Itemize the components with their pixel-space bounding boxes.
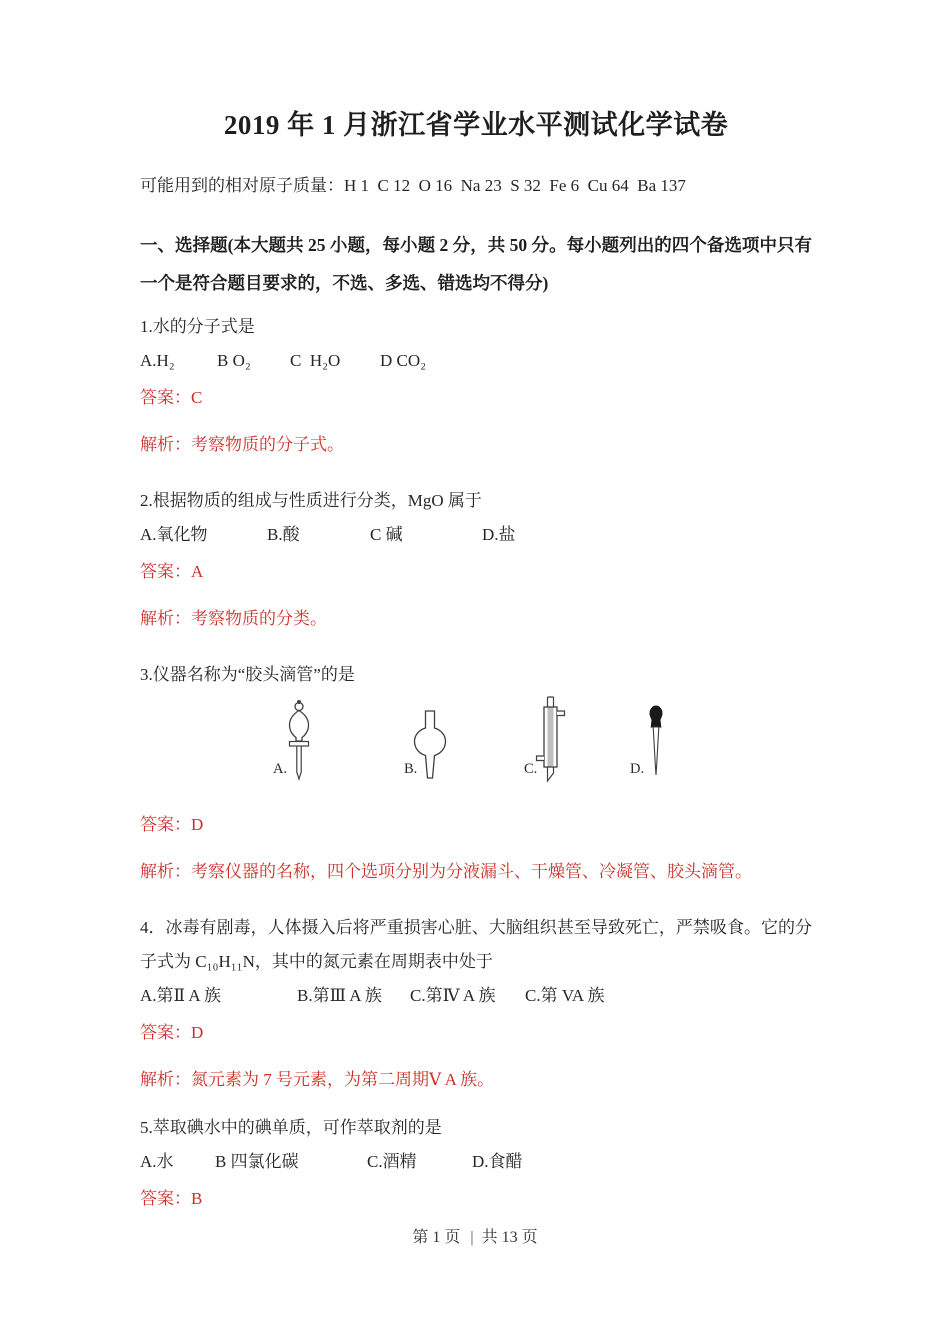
analysis-line: 解析：氮元素为 7 号元素，为第二周期Ⅴ A 族。 <box>140 1070 495 1089</box>
footer-page-indicator: 第 1 页 <box>412 1229 461 1246</box>
page-title: 2019 年 1 月浙江省学业水平测试化学试卷 <box>223 110 729 140</box>
answer-label: 答案： <box>140 388 191 407</box>
question-3 <box>140 658 812 889</box>
question-4 <box>140 911 812 1097</box>
figure-option-d-dropper <box>626 694 686 794</box>
question-options <box>140 979 812 1013</box>
option-a: A.H₂ <box>140 351 175 370</box>
question-options <box>140 1145 812 1179</box>
analysis-line: 解析：考察物质的分子式。 <box>140 435 344 454</box>
rubber-tipped-dropper-icon <box>644 705 668 779</box>
answer-line <box>140 381 812 415</box>
question-options <box>140 518 812 552</box>
answer-label: 答案： <box>140 1023 191 1042</box>
answer-value: D <box>191 815 204 834</box>
option-b: B.第Ⅲ A 族 <box>297 986 382 1005</box>
question-stem: 4．冰毒有剧毒，人体摄入后将严重损害心脏、大脑组织甚至导致死亡，严禁吸食。它的分子式为 C₁₀H₁₁N，其中的氮元素在周期表中处于 <box>140 918 812 971</box>
question-2 <box>140 484 812 636</box>
section-heading: 一、选择题(本大题共 25 小题，每小题 2 分，共 50 分。每小题列出的四个备选项中只有一个是符合题目要求的，不选、多选、错选均不得分) <box>140 235 812 293</box>
answer-line <box>140 1016 812 1050</box>
option-a: A.氧化物 <box>140 525 208 544</box>
option-c: C.第Ⅳ A 族 <box>410 986 496 1005</box>
option-c: C.酒精 <box>367 1152 417 1171</box>
answer-label: 答案： <box>140 562 191 581</box>
question-stem: 5.萃取碘水中的碘单质，可作萃取剂的是 <box>140 1118 442 1137</box>
document-content <box>140 0 812 1216</box>
footer-total-pages: 共 13 页 <box>481 1229 538 1246</box>
figure-option-a-separating-funnel <box>269 694 329 794</box>
answer-line <box>140 555 812 589</box>
answer-value: A <box>191 562 204 581</box>
option-b: B 四氯化碳 <box>215 1152 299 1171</box>
answer-line <box>140 808 812 842</box>
question-stem: 3.仪器名称为“胶头滴管”的是 <box>140 665 355 684</box>
condenser-icon <box>532 695 568 783</box>
question-stem: 1.水的分子式是 <box>140 317 255 336</box>
figure-label-d: D. <box>630 761 645 777</box>
figure-label-b: B. <box>404 761 418 777</box>
option-a: A.第Ⅱ A 族 <box>140 986 221 1005</box>
option-d: C.第 VA 族 <box>525 986 605 1005</box>
footer-separator: | <box>470 1229 474 1246</box>
option-d: D.盐 <box>482 525 516 544</box>
option-c: C 碱 <box>370 525 403 544</box>
answer-value: C <box>191 388 203 407</box>
answer-value: B <box>191 1189 203 1208</box>
atomic-masses-line: 可能用到的相对原子质量：H 1 C 12 O 16 Na 23 S 32 Fe 6 Cu 64 Ba 137 <box>140 176 686 195</box>
option-d: D.食醋 <box>472 1152 523 1171</box>
answer-label: 答案： <box>140 1189 191 1208</box>
answer-label: 答案： <box>140 815 191 834</box>
figure-label-c: C. <box>524 761 538 777</box>
question-stem: 2.根据物质的组成与性质进行分类，MgO 属于 <box>140 491 482 510</box>
figure-option-b-drying-tube <box>400 694 460 794</box>
option-a: A.水 <box>140 1152 174 1171</box>
option-c: C H₂O <box>290 351 341 370</box>
option-d: D CO₂ <box>380 351 427 370</box>
question-1 <box>140 310 812 462</box>
question-options <box>140 344 812 378</box>
figure-option-c-condenser <box>520 694 580 794</box>
question-5 <box>140 1111 812 1216</box>
answer-value: D <box>191 1023 204 1042</box>
option-b: B.酸 <box>267 525 300 544</box>
apparatus-figure-row <box>269 694 812 794</box>
analysis-line: 解析：考察仪器的名称，四个选项分别为分液漏斗、干燥管、冷凝管、胶头滴管。 <box>140 862 752 881</box>
figure-label-a: A. <box>273 761 288 777</box>
analysis-line: 解析：考察物质的分类。 <box>140 609 327 628</box>
option-b: B O₂ <box>217 351 251 370</box>
answer-line <box>140 1182 812 1216</box>
page-footer <box>0 1224 950 1247</box>
